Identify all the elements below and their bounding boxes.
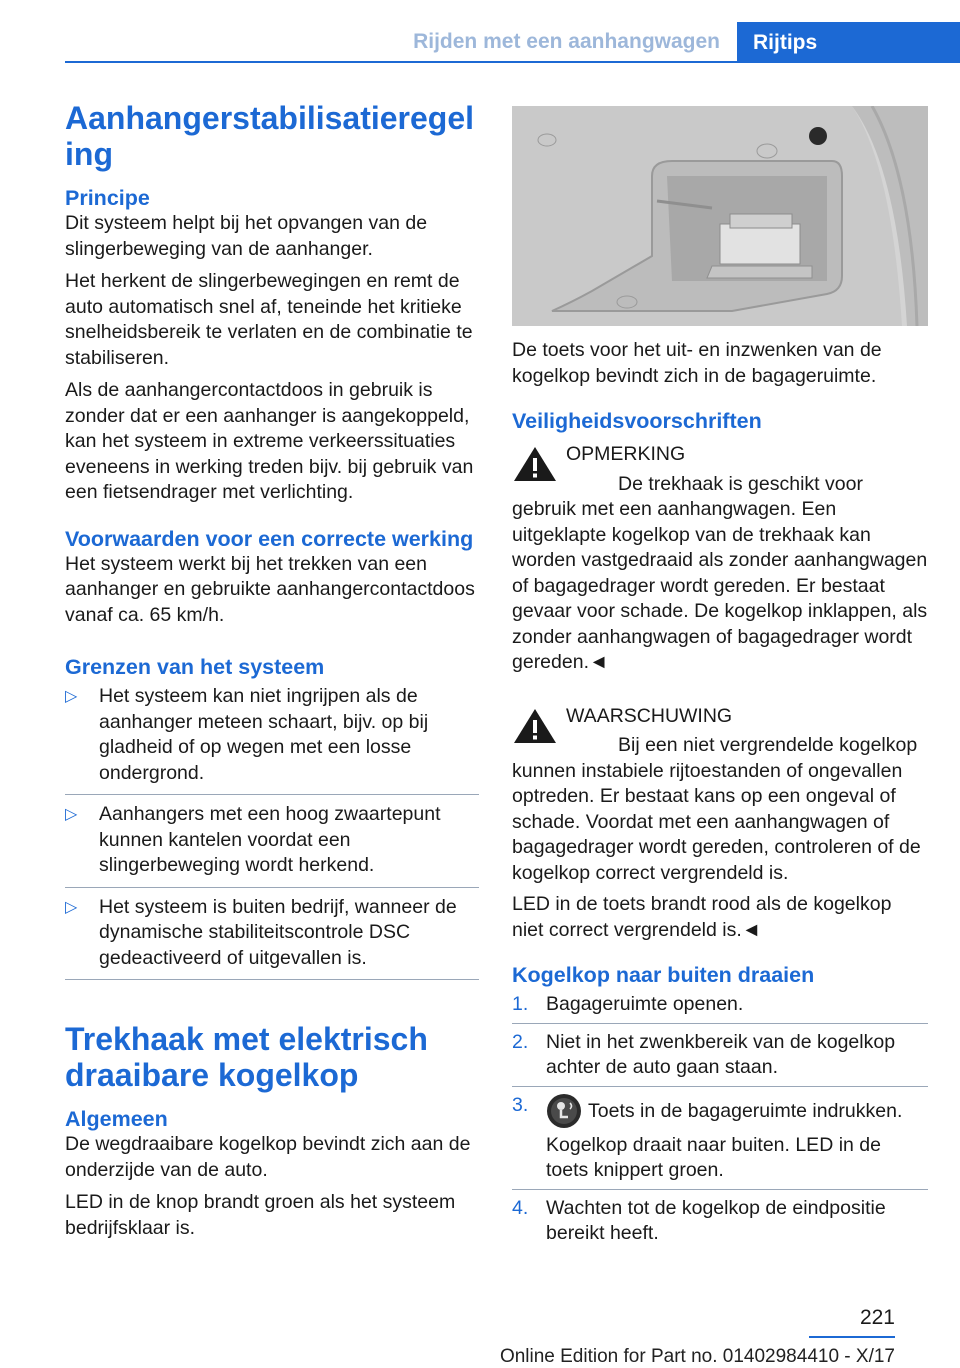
- list-item-text: Aanhangers met een hoog zwaartepunt kunnen kantelen voordat een slingerbeweging wordt herkend.: [99, 803, 441, 876]
- title-trailer-stability: Aanhangerstabilisatieregeling: [65, 100, 475, 172]
- step-text: Wachten tot de kogelkop de eindpositie bereikt heeft.: [546, 1196, 886, 1244]
- header-section-title: Rijden met een aanhangwagen: [413, 30, 720, 53]
- photo-caption: De toets voor het uit- en inzwenken van de kogelkop bevindt zich in de bagageruimte.: [512, 339, 882, 387]
- principle-paragraph-1: Dit systeem helpt bij het opvangen van de slingerbeweging van de aanhanger.: [65, 212, 428, 260]
- heading-conditions: Voorwaarden voor een correcte werking: [65, 526, 474, 551]
- warning-triangle-icon: [512, 706, 558, 746]
- steps-list: [512, 992, 928, 1252]
- limits-list: [65, 684, 479, 980]
- step-number: 4.: [512, 1196, 529, 1219]
- heading-general: Algemeen: [65, 1107, 168, 1131]
- tow-hitch-button-icon: [546, 1093, 582, 1129]
- list-item: [65, 895, 479, 981]
- list-item: [65, 684, 479, 795]
- warning-text: Bij een niet vergrendelde kogelkop kunnen instabiele rijtoestanden of ongevallen optreden. Er bestaat kans op een ongeval of schade. Voordat met een aanhangwagen of bagagedrager wordt gereden, controleren of de kogelkop correct vergrendeld is.: [512, 734, 921, 884]
- triangle-bullet-icon: ▷: [65, 688, 78, 705]
- step-number: 3.: [512, 1093, 529, 1116]
- list-item: [65, 802, 479, 888]
- title-tow-hitch: Trekhaak met elektrisch draaibare kogelkop: [65, 1021, 428, 1093]
- notice-text: De trekhaak is geschikt voor gebruik met een aanhangwagen. Een uitgeklapte kogelkop van de trekhaak kan worden vastgedraaid als zonder aanhangwagen of bagagedrager wordt gereden. Er bestaat gevaar voor schade. De kogelkop inklappen, als zonder aanhangwagen of bagagedrager wordt gereden.◄: [512, 472, 928, 673]
- list-item: [512, 1196, 928, 1252]
- warning-label: WAARSCHUWING: [566, 704, 733, 727]
- list-item: [512, 1030, 928, 1087]
- notice-box: [512, 442, 928, 676]
- list-item-text: Het systeem kan niet ingrijpen als de aanhanger meteen schaart, bijv. op bij gladheid of op wegen met een losse ondergrond.: [99, 685, 429, 784]
- warning-box: [512, 704, 928, 944]
- list-item: [512, 1093, 928, 1190]
- notice-label: OPMERKING: [566, 443, 686, 465]
- luggage-compartment-photo: [512, 106, 928, 326]
- heading-limits: Grenzen van het systeem: [65, 655, 325, 679]
- list-item: [512, 992, 928, 1024]
- triangle-bullet-icon: ▷: [65, 806, 78, 823]
- step-text: Toets in de bagageruimte indrukken.: [588, 1099, 903, 1122]
- heading-principle: Principe: [65, 186, 150, 210]
- heading-ball-outward: Kogelkop naar buiten draaien: [512, 963, 815, 987]
- step-number: 1.: [512, 993, 529, 1015]
- edition-note: Online Edition for Part no. 01402984410 - X/17: [499, 1346, 895, 1367]
- warning-text-led: LED in de toets brandt rood als de kogelkop niet correct vergrendeld is.◄: [512, 893, 892, 941]
- warning-triangle-icon: [512, 444, 558, 484]
- triangle-bullet-icon: ▷: [65, 898, 78, 916]
- right-column: [512, 106, 928, 1258]
- principle-paragraph-3: Als de aanhangercontactdoos in gebruik is zonder dat er een aanhanger is aangekoppeld, kan het systeem in extreme verkeerssituaties eveneens in werking treden bijv. bij gebruik van een fietsendrager met verlichting.: [65, 379, 474, 503]
- left-column: [65, 100, 479, 1248]
- page-footer: [499, 1306, 895, 1367]
- general-paragraph-2: LED in de knop brandt groen als het systeem bedrijfsklaar is.: [65, 1191, 456, 1239]
- principle-paragraph-2: Het herkent de slingerbewegingen en remt de auto automatisch snel af, teneinde het kritieke snelheidsbereik te verlaten en de combinatie te stabiliseren.: [65, 270, 473, 369]
- conditions-paragraph: Het systeem werkt bij het trekken van een aanhanger en gebruikte aanhangercontactdoos vanaf ca. 65 km/h.: [65, 552, 475, 626]
- step-number: 2.: [512, 1030, 529, 1053]
- general-paragraph-1: De wegdraaibare kogelkop bevindt zich aan de onderzijde van de auto.: [65, 1133, 471, 1181]
- step-subtext: Kogelkop draait naar buiten. LED in de toets knippert groen.: [546, 1133, 881, 1181]
- list-item-text: Het systeem is buiten bedrijf, wanneer de dynamische stabiliteitscontrole DSC gedeactiveerd of uitgevallen is.: [99, 895, 457, 969]
- header-chapter-tab: Rijtips: [737, 22, 960, 63]
- page-number: 221: [809, 1306, 895, 1338]
- header-rule: [65, 61, 960, 63]
- step-text: Bagageruimte openen.: [546, 993, 744, 1015]
- step-text: Niet in het zwenkbereik van de kogelkop achter de auto gaan staan.: [546, 1030, 896, 1078]
- heading-safety: Veiligheidsvoorschriften: [512, 409, 762, 433]
